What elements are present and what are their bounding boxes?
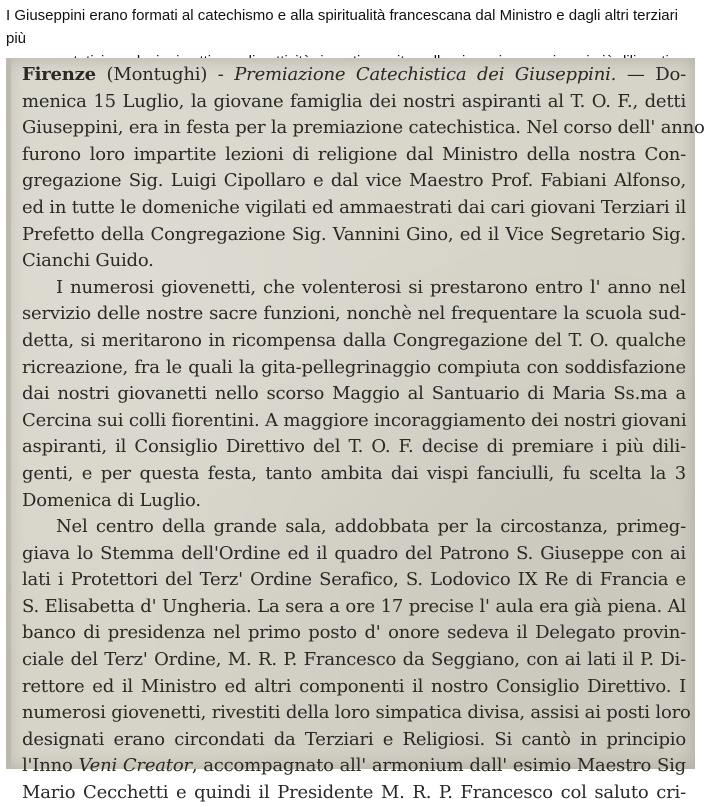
text-line: S. Elisabetta d' Ungheria. La sera a ore 17 precise l' aula era già piena. Al [22,595,686,617]
text-line: ricreazione, fra le quali la gita-pellegrinaggio compiuta con soddisfazione [22,356,686,378]
text-line: Nel centro della grande sala, addobbata per la circostanza, primeg- [56,516,686,538]
text-line: genti, e per questa festa, tanto ambita dai vispi fanciulli, fu scelta la 3 [22,462,686,484]
text-line: I numerosi giovenetti, che volenterosi si prestarono entro l' anno nel [56,276,686,298]
page-edge [6,58,11,769]
text-line: Cercina sui colli fiorentini. A maggiore incoraggiamento dei nostri giovani [22,409,687,431]
heading-place: Firenze [22,64,96,85]
text-line: menica 15 Luglio, la giovane famiglia dei nostri aspiranti al T. O. F., detti [22,90,686,112]
article-heading-line [22,62,686,89]
heading-title: Premiazione Catechistica dei Giuseppini. [234,64,617,85]
text-line: banco di presidenza nel primo posto d' onore sedeva il Delegato provin- [22,622,686,644]
text-line-last: Mario Cecchetti e quindi il Presidente M. R. P. Francesco col saluto cri- [22,782,686,804]
inno-rest: , accompagnato all' armonium dall' esimio Maestro Sig [191,755,686,777]
caption [0,0,700,58]
text-line: designati erano circondati da Terziari e Religiosi. Si cantò in principio [22,728,686,750]
text-line: gregazione Sig. Luigi Cipollaro e dal vice Maestro Prof. Fabiani Alfonso, [22,170,686,192]
text-line: servizio delle nostre sacre funzioni, nonchè nel frequentare la scuola sud- [22,303,686,325]
text-line: dai nostri giovanetti nello scorso Maggio al Santuario di Maria Ss.ma a [22,383,686,405]
text-line: lati i Protettori del Terz' Ordine Serafico, S. Lodovico IX Re di Francia e [22,569,686,591]
text-line: rettore ed il Ministro ed altri componenti il nostro Consiglio Direttivo. I [22,675,686,697]
text-line: ciale del Terz' Ordine, M. R. P. Francesco da Seggiano, con ai lati il P. Di- [22,649,686,671]
text-line: Cianchi Guido. [22,250,154,272]
scanned-page [6,58,705,804]
text-line-veni [22,753,686,780]
text-line: Prefetto della Congregazione Sig. Vannini Gino, ed il Vice Segretario Sig. [22,223,686,245]
text-line: Giuseppini, era in festa per la premiazione catechistica. Nel corso dell' anno [22,117,705,139]
text-line: numerosi giovenetti, rivestiti della loro simpatica divisa, assisi ai posti loro [22,702,691,724]
text-line: furono loro impartite lezioni di religione dal Ministro della nostra Con- [22,143,686,165]
text-line: giava lo Stemma dell'Ordine ed il quadro del Patrono S. Giuseppe con ai [22,542,686,564]
inno-prefix: l'Inno [22,755,79,777]
text-line: ed in tutte le domeniche vigilati ed ammaestrati dai cari giovani Terziari il [22,196,687,218]
text-line: Domenica di Luglio. [22,489,201,511]
veni-creator: Veni Creator [78,755,192,777]
caption-line-1: I Giuseppini erano formati al catechismo e alla spiritualità francescana dal Ministro e dagli altri terziari più [6,7,678,47]
text-line: detta, si meritarono in ricompensa dalla Congregazione del T. O. qualche [22,329,686,351]
article-text [22,62,705,807]
heading-sub: (Montughi) - [95,64,235,85]
text-line: aspiranti, il Consiglio Direttivo del T. O. F. decise di premiare i più dili- [22,436,686,458]
heading-rest: — Do- [616,64,686,85]
